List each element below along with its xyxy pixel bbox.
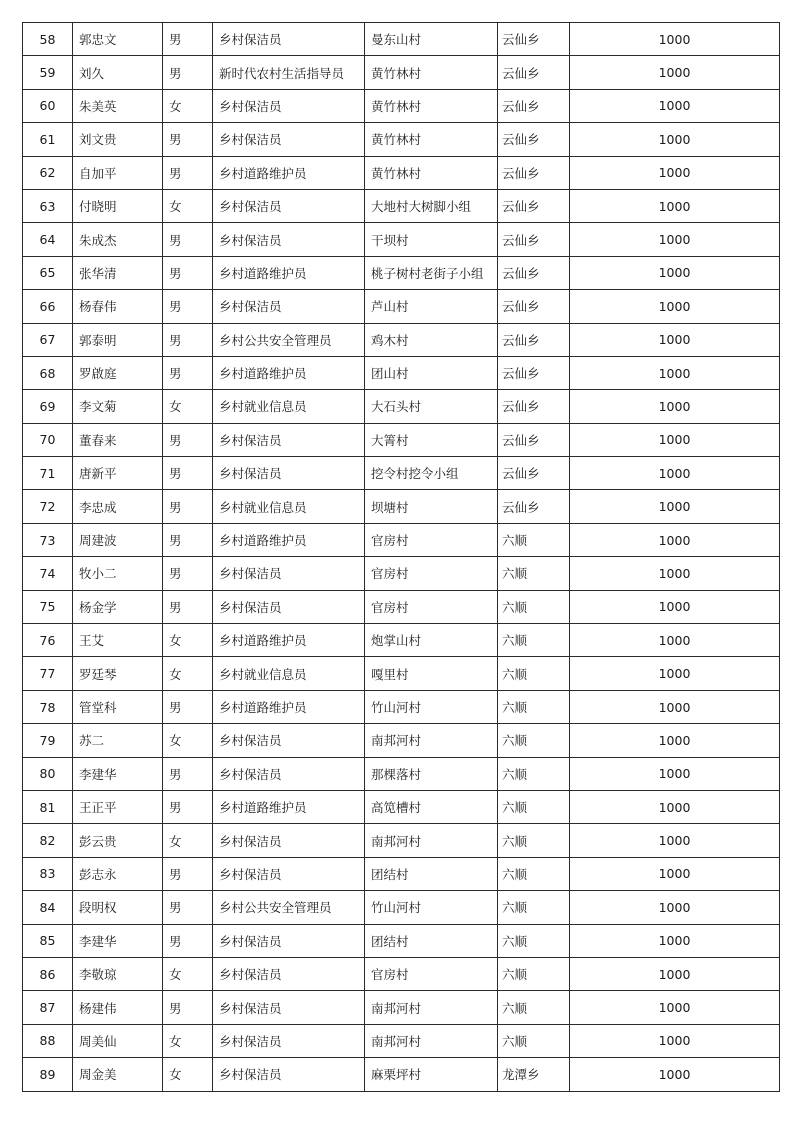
row-number-cell: 61 — [23, 123, 73, 156]
village-cell: 黄竹林村 — [365, 123, 498, 156]
township-cell: 六顺 — [498, 957, 570, 990]
row-number-cell: 83 — [23, 857, 73, 890]
township-cell: 龙潭乡 — [498, 1058, 570, 1091]
row-number-cell: 78 — [23, 690, 73, 723]
township-cell: 云仙乡 — [498, 490, 570, 523]
row-number-cell: 62 — [23, 156, 73, 189]
name-cell: 王正平 — [73, 790, 163, 823]
row-number-cell: 80 — [23, 757, 73, 790]
row-number-cell: 65 — [23, 256, 73, 289]
name-cell: 彭志永 — [73, 857, 163, 890]
position-cell: 乡村道路维护员 — [213, 690, 365, 723]
township-cell: 云仙乡 — [498, 123, 570, 156]
gender-cell: 女 — [163, 390, 213, 423]
township-cell: 六顺 — [498, 557, 570, 590]
township-cell: 云仙乡 — [498, 223, 570, 256]
village-cell: 团山村 — [365, 356, 498, 389]
name-cell: 罗廷琴 — [73, 657, 163, 690]
township-cell: 云仙乡 — [498, 189, 570, 222]
table-row — [23, 189, 780, 222]
position-cell: 乡村保洁员 — [213, 824, 365, 857]
row-number-cell: 75 — [23, 590, 73, 623]
name-cell: 管堂科 — [73, 690, 163, 723]
row-number-cell: 66 — [23, 290, 73, 323]
table-row — [23, 924, 780, 957]
village-cell: 南邦河村 — [365, 991, 498, 1024]
gender-cell: 男 — [163, 557, 213, 590]
amount-cell: 1000 — [570, 323, 780, 356]
position-cell: 乡村保洁员 — [213, 189, 365, 222]
table-row — [23, 757, 780, 790]
table-row — [23, 56, 780, 89]
table-row — [23, 657, 780, 690]
position-cell: 乡村保洁员 — [213, 290, 365, 323]
gender-cell: 男 — [163, 590, 213, 623]
table-row — [23, 256, 780, 289]
name-cell: 段明权 — [73, 891, 163, 924]
table-row — [23, 790, 780, 823]
name-cell: 杨建伟 — [73, 991, 163, 1024]
amount-cell: 1000 — [570, 56, 780, 89]
name-cell: 周金美 — [73, 1058, 163, 1091]
village-cell: 南邦河村 — [365, 824, 498, 857]
name-cell: 朱成杰 — [73, 223, 163, 256]
name-cell: 罗啟庭 — [73, 356, 163, 389]
position-cell: 乡村道路维护员 — [213, 256, 365, 289]
township-cell: 云仙乡 — [498, 356, 570, 389]
village-cell: 竹山河村 — [365, 891, 498, 924]
village-cell: 官房村 — [365, 523, 498, 556]
row-number-cell: 87 — [23, 991, 73, 1024]
amount-cell: 1000 — [570, 1058, 780, 1091]
table-row — [23, 223, 780, 256]
name-cell: 苏二 — [73, 724, 163, 757]
position-cell: 乡村保洁员 — [213, 957, 365, 990]
township-cell: 六顺 — [498, 1024, 570, 1057]
position-cell: 乡村保洁员 — [213, 757, 365, 790]
position-cell: 乡村保洁员 — [213, 924, 365, 957]
name-cell: 刘文贵 — [73, 123, 163, 156]
gender-cell: 女 — [163, 189, 213, 222]
amount-cell: 1000 — [570, 256, 780, 289]
village-cell: 芦山村 — [365, 290, 498, 323]
gender-cell: 男 — [163, 323, 213, 356]
position-cell: 乡村保洁员 — [213, 1058, 365, 1091]
amount-cell: 1000 — [570, 356, 780, 389]
amount-cell: 1000 — [570, 957, 780, 990]
amount-cell: 1000 — [570, 690, 780, 723]
gender-cell: 女 — [163, 624, 213, 657]
township-cell: 云仙乡 — [498, 390, 570, 423]
township-cell: 六顺 — [498, 523, 570, 556]
amount-cell: 1000 — [570, 423, 780, 456]
table-row — [23, 590, 780, 623]
village-cell: 大石头村 — [365, 390, 498, 423]
gender-cell: 男 — [163, 857, 213, 890]
position-cell: 新时代农村生活指导员 — [213, 56, 365, 89]
gender-cell: 男 — [163, 223, 213, 256]
row-number-cell: 72 — [23, 490, 73, 523]
gender-cell: 男 — [163, 891, 213, 924]
village-cell: 南邦河村 — [365, 1024, 498, 1057]
village-cell: 炮掌山村 — [365, 624, 498, 657]
table-row — [23, 557, 780, 590]
table-row — [23, 1024, 780, 1057]
amount-cell: 1000 — [570, 857, 780, 890]
row-number-cell: 74 — [23, 557, 73, 590]
village-cell: 坝塘村 — [365, 490, 498, 523]
gender-cell: 男 — [163, 156, 213, 189]
gender-cell: 男 — [163, 490, 213, 523]
amount-cell: 1000 — [570, 223, 780, 256]
amount-cell: 1000 — [570, 89, 780, 122]
township-cell: 云仙乡 — [498, 457, 570, 490]
table-row — [23, 1058, 780, 1091]
amount-cell: 1000 — [570, 891, 780, 924]
township-cell: 六顺 — [498, 924, 570, 957]
amount-cell: 1000 — [570, 757, 780, 790]
row-number-cell: 73 — [23, 523, 73, 556]
township-cell: 六顺 — [498, 991, 570, 1024]
position-cell: 乡村保洁员 — [213, 991, 365, 1024]
row-number-cell: 77 — [23, 657, 73, 690]
table-row — [23, 991, 780, 1024]
township-cell: 六顺 — [498, 757, 570, 790]
row-number-cell: 82 — [23, 824, 73, 857]
amount-cell: 1000 — [570, 590, 780, 623]
gender-cell: 男 — [163, 457, 213, 490]
township-cell: 云仙乡 — [498, 56, 570, 89]
row-number-cell: 85 — [23, 924, 73, 957]
row-number-cell: 69 — [23, 390, 73, 423]
township-cell: 云仙乡 — [498, 290, 570, 323]
township-cell: 六顺 — [498, 690, 570, 723]
amount-cell: 1000 — [570, 290, 780, 323]
position-cell: 乡村保洁员 — [213, 89, 365, 122]
gender-cell: 女 — [163, 657, 213, 690]
row-number-cell: 84 — [23, 891, 73, 924]
table-row — [23, 290, 780, 323]
table-row — [23, 857, 780, 890]
township-cell: 云仙乡 — [498, 323, 570, 356]
township-cell: 云仙乡 — [498, 423, 570, 456]
amount-cell: 1000 — [570, 657, 780, 690]
table-row — [23, 323, 780, 356]
village-cell: 那棵落村 — [365, 757, 498, 790]
name-cell: 刘久 — [73, 56, 163, 89]
village-cell: 团结村 — [365, 924, 498, 957]
position-cell: 乡村保洁员 — [213, 423, 365, 456]
village-cell: 官房村 — [365, 957, 498, 990]
position-cell: 乡村道路维护员 — [213, 523, 365, 556]
position-cell: 乡村道路维护员 — [213, 356, 365, 389]
amount-cell: 1000 — [570, 624, 780, 657]
table-row — [23, 523, 780, 556]
name-cell: 王艾 — [73, 624, 163, 657]
name-cell: 杨金学 — [73, 590, 163, 623]
amount-cell: 1000 — [570, 1024, 780, 1057]
gender-cell: 男 — [163, 523, 213, 556]
township-cell: 云仙乡 — [498, 156, 570, 189]
row-number-cell: 63 — [23, 189, 73, 222]
table-body — [23, 23, 780, 1092]
gender-cell: 男 — [163, 256, 213, 289]
position-cell: 乡村就业信息员 — [213, 490, 365, 523]
amount-cell: 1000 — [570, 790, 780, 823]
position-cell: 乡村保洁员 — [213, 590, 365, 623]
gender-cell: 男 — [163, 690, 213, 723]
amount-cell: 1000 — [570, 557, 780, 590]
gender-cell: 男 — [163, 790, 213, 823]
village-cell: 大地村大树脚小组 — [365, 189, 498, 222]
township-cell: 六顺 — [498, 724, 570, 757]
row-number-cell: 89 — [23, 1058, 73, 1091]
gender-cell: 男 — [163, 991, 213, 1024]
township-cell: 六顺 — [498, 891, 570, 924]
amount-cell: 1000 — [570, 23, 780, 56]
village-cell: 麻栗坪村 — [365, 1058, 498, 1091]
table-row — [23, 957, 780, 990]
position-cell: 乡村保洁员 — [213, 23, 365, 56]
township-cell: 云仙乡 — [498, 23, 570, 56]
table-row — [23, 690, 780, 723]
amount-cell: 1000 — [570, 123, 780, 156]
position-cell: 乡村保洁员 — [213, 1024, 365, 1057]
amount-cell: 1000 — [570, 924, 780, 957]
village-cell: 干坝村 — [365, 223, 498, 256]
gender-cell: 女 — [163, 724, 213, 757]
table-row — [23, 891, 780, 924]
village-cell: 挖令村挖令小组 — [365, 457, 498, 490]
row-number-cell: 76 — [23, 624, 73, 657]
row-number-cell: 81 — [23, 790, 73, 823]
gender-cell: 女 — [163, 957, 213, 990]
village-cell: 曼东山村 — [365, 23, 498, 56]
row-number-cell: 60 — [23, 89, 73, 122]
table-row — [23, 89, 780, 122]
name-cell: 朱美英 — [73, 89, 163, 122]
row-number-cell: 88 — [23, 1024, 73, 1057]
row-number-cell: 86 — [23, 957, 73, 990]
table-row — [23, 624, 780, 657]
row-number-cell: 71 — [23, 457, 73, 490]
village-cell: 大箐村 — [365, 423, 498, 456]
position-cell: 乡村保洁员 — [213, 457, 365, 490]
name-cell: 李建华 — [73, 757, 163, 790]
name-cell: 牧小二 — [73, 557, 163, 590]
table-row — [23, 423, 780, 456]
name-cell: 张华清 — [73, 256, 163, 289]
gender-cell: 男 — [163, 290, 213, 323]
row-number-cell: 59 — [23, 56, 73, 89]
gender-cell: 男 — [163, 423, 213, 456]
table-row — [23, 356, 780, 389]
name-cell: 自加平 — [73, 156, 163, 189]
gender-cell: 女 — [163, 89, 213, 122]
position-cell: 乡村道路维护员 — [213, 624, 365, 657]
name-cell: 李敬琼 — [73, 957, 163, 990]
row-number-cell: 68 — [23, 356, 73, 389]
position-cell: 乡村保洁员 — [213, 857, 365, 890]
gender-cell: 男 — [163, 924, 213, 957]
amount-cell: 1000 — [570, 724, 780, 757]
table-row — [23, 457, 780, 490]
village-cell: 桃子树村老街子小组 — [365, 256, 498, 289]
name-cell: 周建波 — [73, 523, 163, 556]
village-cell: 高笕槽村 — [365, 790, 498, 823]
village-cell: 黄竹林村 — [365, 56, 498, 89]
position-cell: 乡村公共安全管理员 — [213, 323, 365, 356]
village-cell: 竹山河村 — [365, 690, 498, 723]
name-cell: 彭云贵 — [73, 824, 163, 857]
name-cell: 李建华 — [73, 924, 163, 957]
gender-cell: 男 — [163, 23, 213, 56]
row-number-cell: 64 — [23, 223, 73, 256]
table-row — [23, 123, 780, 156]
name-cell: 唐新平 — [73, 457, 163, 490]
table-row — [23, 724, 780, 757]
township-cell: 六顺 — [498, 590, 570, 623]
name-cell: 郭泰明 — [73, 323, 163, 356]
amount-cell: 1000 — [570, 523, 780, 556]
name-cell: 郭忠文 — [73, 23, 163, 56]
position-cell: 乡村就业信息员 — [213, 390, 365, 423]
village-cell: 官房村 — [365, 557, 498, 590]
name-cell: 董春来 — [73, 423, 163, 456]
township-cell: 云仙乡 — [498, 256, 570, 289]
township-cell: 六顺 — [498, 857, 570, 890]
name-cell: 李文菊 — [73, 390, 163, 423]
amount-cell: 1000 — [570, 189, 780, 222]
row-number-cell: 79 — [23, 724, 73, 757]
amount-cell: 1000 — [570, 991, 780, 1024]
township-cell: 六顺 — [498, 624, 570, 657]
name-cell: 周美仙 — [73, 1024, 163, 1057]
gender-cell: 男 — [163, 123, 213, 156]
table-row — [23, 390, 780, 423]
gender-cell: 男 — [163, 56, 213, 89]
position-cell: 乡村保洁员 — [213, 557, 365, 590]
township-cell: 六顺 — [498, 657, 570, 690]
position-cell: 乡村公共安全管理员 — [213, 891, 365, 924]
table-row — [23, 490, 780, 523]
row-number-cell: 70 — [23, 423, 73, 456]
township-cell: 六顺 — [498, 790, 570, 823]
table-row — [23, 23, 780, 56]
village-cell: 鸡木村 — [365, 323, 498, 356]
village-cell: 黄竹林村 — [365, 89, 498, 122]
table-row — [23, 824, 780, 857]
gender-cell: 女 — [163, 1024, 213, 1057]
gender-cell: 男 — [163, 356, 213, 389]
name-cell: 李忠成 — [73, 490, 163, 523]
personnel-table — [22, 22, 780, 1092]
village-cell: 团结村 — [365, 857, 498, 890]
amount-cell: 1000 — [570, 156, 780, 189]
amount-cell: 1000 — [570, 457, 780, 490]
village-cell: 黄竹林村 — [365, 156, 498, 189]
gender-cell: 女 — [163, 1058, 213, 1091]
row-number-cell: 58 — [23, 23, 73, 56]
village-cell: 嘎里村 — [365, 657, 498, 690]
village-cell: 官房村 — [365, 590, 498, 623]
name-cell: 付晓明 — [73, 189, 163, 222]
amount-cell: 1000 — [570, 824, 780, 857]
gender-cell: 男 — [163, 757, 213, 790]
position-cell: 乡村道路维护员 — [213, 156, 365, 189]
name-cell: 杨春伟 — [73, 290, 163, 323]
gender-cell: 女 — [163, 824, 213, 857]
amount-cell: 1000 — [570, 390, 780, 423]
village-cell: 南邦河村 — [365, 724, 498, 757]
amount-cell: 1000 — [570, 490, 780, 523]
township-cell: 云仙乡 — [498, 89, 570, 122]
position-cell: 乡村保洁员 — [213, 223, 365, 256]
position-cell: 乡村保洁员 — [213, 123, 365, 156]
table-row — [23, 156, 780, 189]
position-cell: 乡村保洁员 — [213, 724, 365, 757]
position-cell: 乡村道路维护员 — [213, 790, 365, 823]
position-cell: 乡村就业信息员 — [213, 657, 365, 690]
township-cell: 六顺 — [498, 824, 570, 857]
row-number-cell: 67 — [23, 323, 73, 356]
